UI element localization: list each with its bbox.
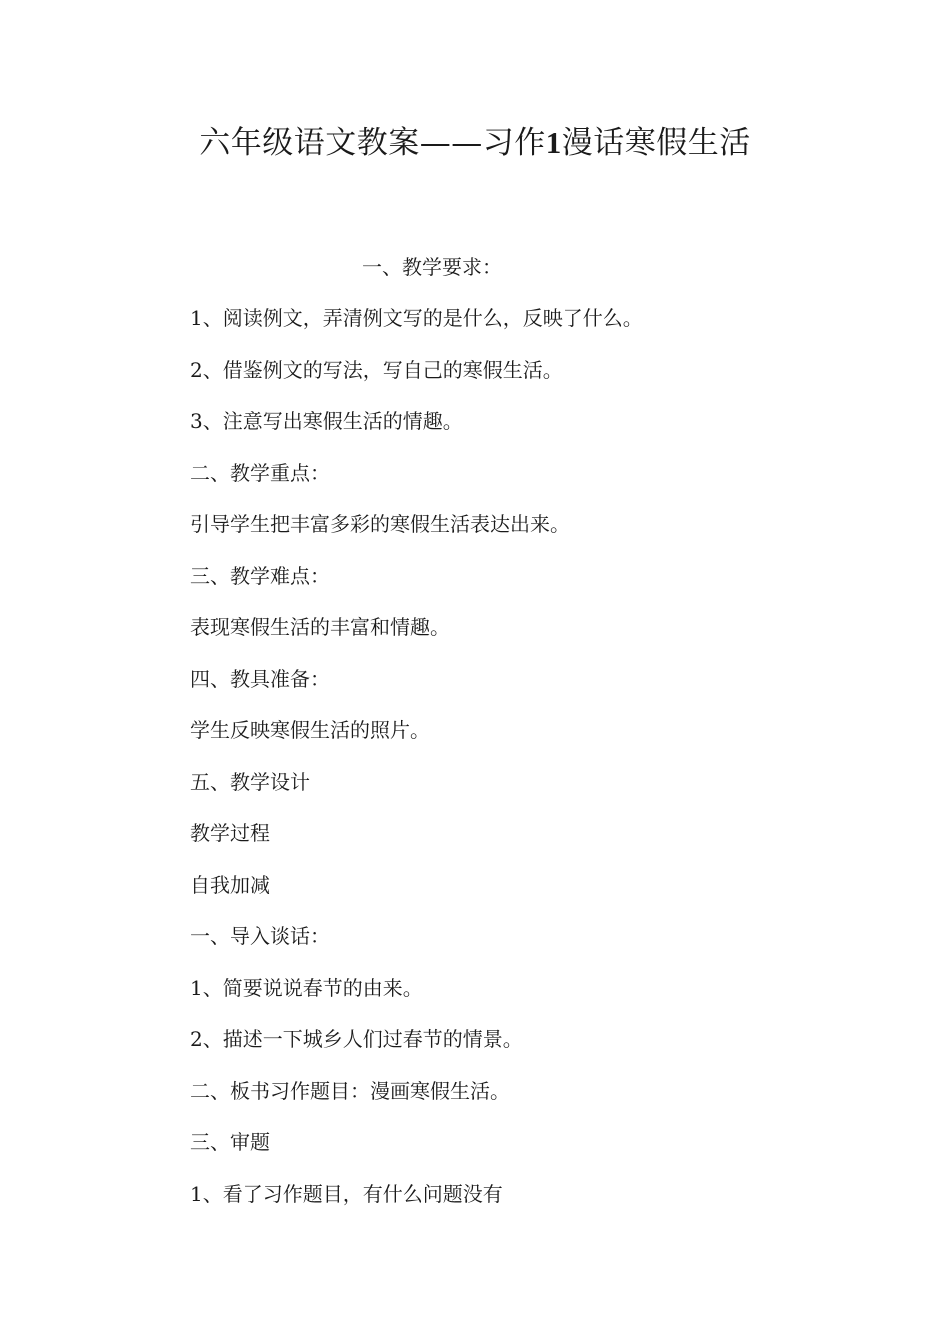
section-heading-requirements: 一、教学要求：: [362, 255, 502, 279]
title-suffix: 漫话寒假生活: [561, 125, 751, 161]
text-line: 1、简要说说春节的由来。: [190, 975, 423, 1000]
text-line: 1、看了习作题目，有什么问题没有: [190, 1181, 503, 1206]
document-title: [0, 120, 950, 166]
text-line: 3、注意写出寒假生活的情趣。: [190, 409, 463, 433]
text-line: 2、借鉴例文的写法，写自己的寒假生活。: [190, 357, 563, 382]
document-body: [190, 303, 830, 1230]
section-heading: 三、审题: [190, 1130, 270, 1154]
section-heading: 二、教学重点：: [190, 460, 330, 485]
text-line: 引导学生把丰富多彩的寒假生活表达出来。: [190, 512, 570, 536]
text-line: 2、描述一下城乡人们过春节的情景。: [190, 1027, 523, 1051]
text-line: 表现寒假生活的丰富和情趣。: [190, 615, 450, 639]
section-heading: 二、板书习作题目：漫画寒假生活。: [190, 1078, 510, 1103]
text-line: 1、阅读例文，弄清例文写的是什么，反映了什么。: [190, 306, 643, 330]
section-heading: 一、导入谈话：: [190, 924, 330, 948]
text-line: 教学过程: [190, 821, 270, 845]
section-heading: 三、教学难点：: [190, 563, 330, 588]
text-line: 自我加减: [190, 872, 270, 897]
section-heading: 四、教具准备：: [190, 666, 330, 691]
title-prefix: 六年级语文教案——习作: [199, 125, 546, 161]
title-number: 1: [545, 125, 562, 160]
text-line: 学生反映寒假生活的照片。: [190, 718, 430, 742]
section-heading: 五、教学设计: [190, 769, 310, 794]
